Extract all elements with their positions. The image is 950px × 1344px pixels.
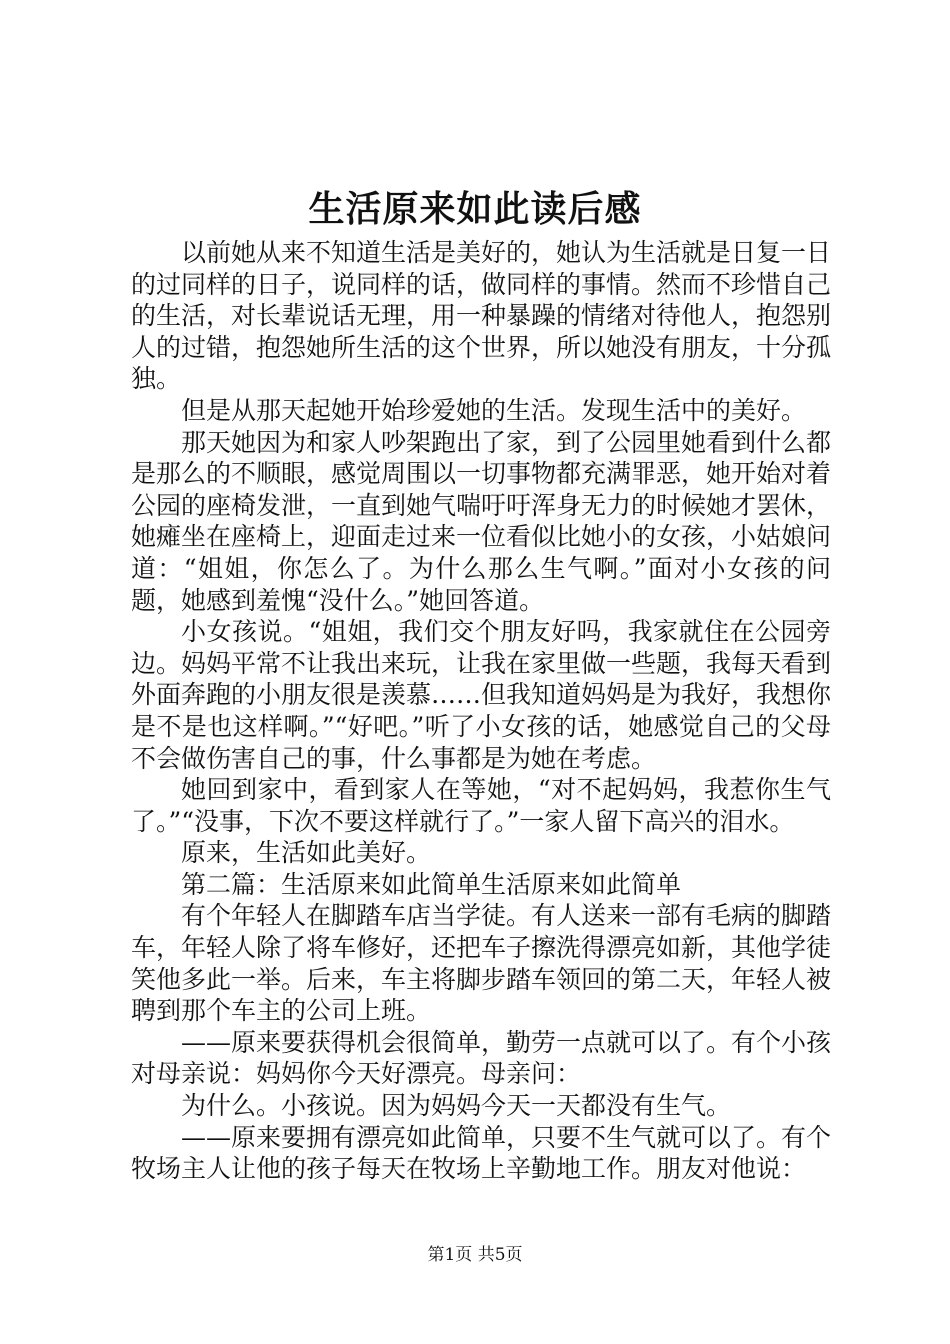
- paragraph: 原来，生活如此美好。: [181, 838, 432, 868]
- paragraph: 为什么。小孩说。因为妈妈今天一天都没有生气。: [181, 1091, 732, 1121]
- article-body: [131, 237, 831, 1185]
- paragraph: 小女孩说。“姐姐，我们交个朋友好吗，我家就住在公园旁边。妈妈平常不让我出来玩，让我在家里做一些题，我每天看到外面奔跑的小朋友很是羡慕……但我知道妈妈是为我好，我想你是不是也这样啊。”“好吧。”听了小女孩的话，她感觉自己的父母不会做伤害自己的事，什么事都是为她在考虑。: [131, 617, 832, 773]
- paragraph: 但是从那天起她开始珍爱她的生活。发现生活中的美好。: [181, 395, 807, 425]
- section-heading: 第二篇：生活原来如此简单生活原来如此简单: [181, 869, 682, 899]
- paragraph: 那天她因为和家人吵架跑出了家，到了公园里她看到什么都是那么的不顺眼，感觉周围以一切事物都充满罪恶，她开始对着公园的座椅发泄，一直到她气喘吁吁浑身无力的时候她才罢休，她瘫坐在座椅上，迎面走过来一位看似比她小的女孩，小姑娘问道：“姐姐，你怎么了。为什么那么生气啊。”面对小女孩的问题，她感到羞愧“没什么。”她回答道。: [131, 427, 832, 615]
- paragraph: ——原来要拥有漂亮如此简单，只要不生气就可以了。有个牧场主人让他的孩子每天在牧场上辛勤地工作。朋友对他说：: [131, 1122, 832, 1184]
- page-footer: 第1页 共5页: [427, 1245, 523, 1265]
- page-title: 生活原来如此读后感: [308, 188, 642, 230]
- paragraph: 她回到家中，看到家人在等她，“对不起妈妈，我惹你生气了。”“没事，下次不要这样就行了。”一家人留下高兴的泪水。: [131, 775, 831, 836]
- paragraph: 以前她从来不知道生活是美好的，她认为生活就是日复一日的过同样的日子，说同样的话，做同样的事情。然而不珍惜自己的生活，对长辈说话无理，用一种暴躁的情绪对待他人，抱怨别人的过错，抱怨她所生活的这个世界，所以她没有朋友，十分孤独。: [131, 238, 832, 394]
- paragraph: ——原来要获得机会很简单，勤劳一点就可以了。有个小孩对母亲说：妈妈你今天好漂亮。母亲问：: [131, 1027, 832, 1089]
- paragraph: 有个年轻人在脚踏车店当学徒。有人送来一部有毛病的脚踏车，年轻人除了将车修好，还把车子擦洗得漂亮如新，其他学徒笑他多此一举。后来，车主将脚步踏车领回的第二天，年轻人被聘到那个车主的公司上班。: [131, 901, 832, 1026]
